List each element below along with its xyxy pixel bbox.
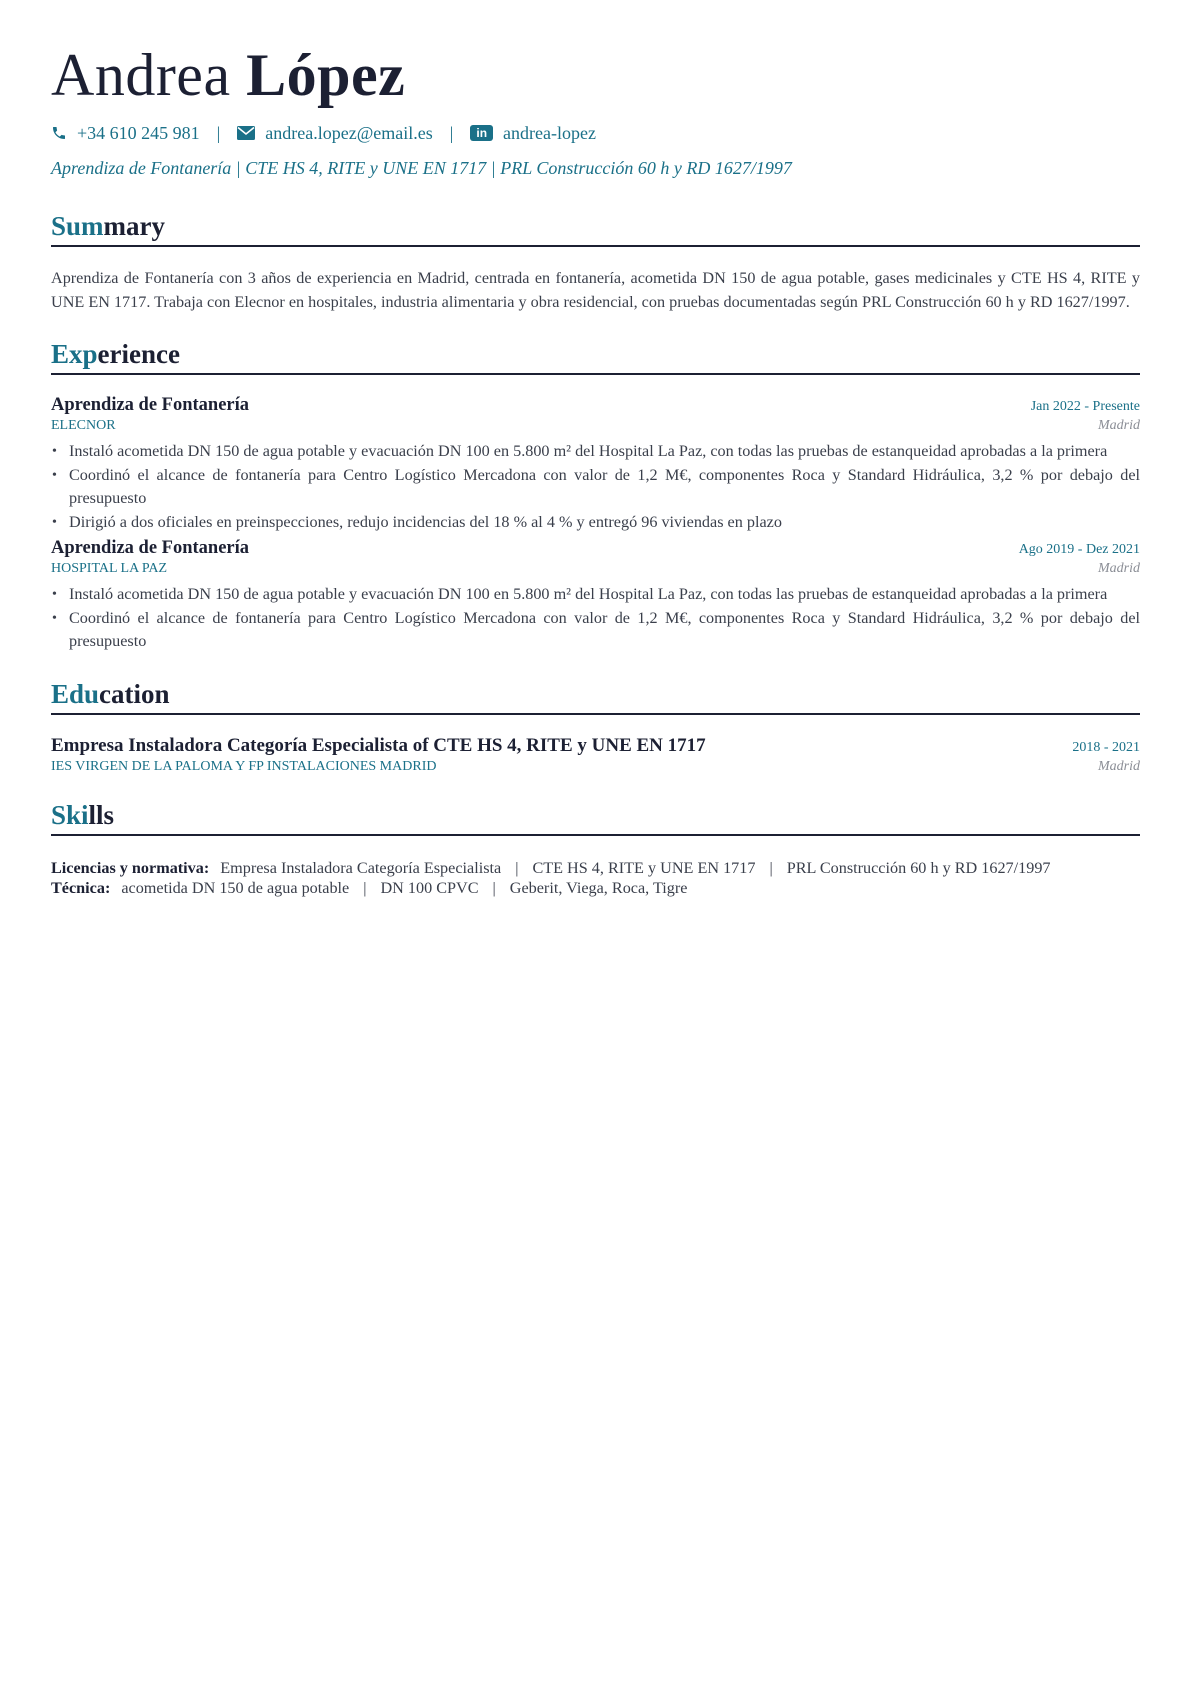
linkedin-handle: andrea-lopez xyxy=(503,122,596,143)
job-title: Aprendiza de Fontanería xyxy=(51,395,250,415)
skill-separator: | xyxy=(769,858,773,877)
headline-tagline: Aprendiza de Fontanería | CTE HS 4, RITE y UNE EN 1717 | PRL Construcción 60 h y RD 1627/1997 xyxy=(51,158,792,178)
section-title-accent: Exp xyxy=(51,339,98,369)
skill-item: CTE HS 4, RITE y UNE EN 1717 xyxy=(532,858,756,877)
contact-separator: | xyxy=(216,122,221,143)
skill-separator: | xyxy=(492,878,496,897)
education-entry xyxy=(51,735,1140,775)
email-address: andrea.lopez@email.es xyxy=(265,122,433,143)
job-location: Madrid xyxy=(1098,418,1140,433)
achievement-item: • Coordinó el alcance de fontanería para Centro Logístico Mercadona con valor de 1,2 M€, componentes Roca y Standard Hidráulica, 3,2 % por debajo del presupuesto xyxy=(51,464,1140,511)
skill-row xyxy=(51,858,1140,878)
section-title-rest: erience xyxy=(97,339,180,369)
phone-contact[interactable] xyxy=(51,123,200,144)
education-location: Madrid xyxy=(1098,758,1140,774)
job-dates: Jan 2022 - Presente xyxy=(1030,399,1140,414)
section-title-accent: Edu xyxy=(51,678,100,709)
section-title-summary xyxy=(51,210,1140,247)
institution: IES VIRGEN DE LA PALOMA Y FP INSTALACIONES MADRID xyxy=(51,758,437,774)
skill-item: acometida DN 150 de agua potable xyxy=(121,878,350,897)
section-title-skills xyxy=(51,799,1140,836)
skills-block xyxy=(51,858,1140,898)
skill-row xyxy=(51,878,1140,898)
skill-separator: | xyxy=(363,878,367,897)
skill-item: Geberit, Viega, Roca, Tigre xyxy=(509,878,688,897)
section-title-accent: Ski xyxy=(51,799,89,830)
envelope-icon xyxy=(237,126,255,140)
experience-entry xyxy=(51,538,1140,654)
achievement-list xyxy=(51,440,1140,534)
education-dates: 2018 - 2021 xyxy=(1072,739,1140,755)
section-title-rest: cation xyxy=(99,678,170,709)
employer: HOSPITAL LA PAZ xyxy=(51,561,168,576)
section-title-rest: lls xyxy=(88,799,115,830)
job-location: Madrid xyxy=(1098,561,1140,576)
skill-item: DN 100 CPVC xyxy=(380,878,479,897)
experience-entry xyxy=(51,395,1140,534)
last-name: López xyxy=(246,42,406,108)
first-name: Andrea xyxy=(51,42,231,108)
skill-item: PRL Construcción 60 h y RD 1627/1997 xyxy=(786,858,1051,877)
contact-separator: | xyxy=(449,122,454,143)
section-title-experience xyxy=(51,338,1140,375)
achievement-list xyxy=(51,583,1140,654)
achievement-item: • Coordinó el alcance de fontanería para Centro Logístico Mercadona con valor de 1,2 M€, componentes Roca y Standard Hidráulica, 3,2 % por debajo del presupuesto xyxy=(51,607,1140,654)
skill-separator: | xyxy=(515,858,519,877)
degree-title: Empresa Instaladora Categoría Especialista of CTE HS 4, RITE y UNE EN 1717 xyxy=(51,734,706,756)
linkedin-icon: in xyxy=(470,125,493,141)
contact-line xyxy=(51,120,1140,146)
section-title-rest: mary xyxy=(103,211,166,241)
summary-text: Aprendiza de Fontanería con 3 años de experiencia en Madrid, centrada en fontanería, acometida DN 150 de agua potable, gases medicinales y CTE HS 4, RITE y UNE EN 1717. Trabaja con Elecnor en hospitales, industria alimentaria y obra residencial, con pruebas documentadas según PRL Construcción 60 h y RD 1627/1997. xyxy=(51,269,1140,311)
phone-number: +34 610 245 981 xyxy=(77,122,200,143)
achievement-item: • Dirigió a dos oficiales en preinspecciones, redujo incidencias del 18 % al 4 % y entregó 96 viviendas en plazo xyxy=(51,511,1140,535)
employer: ELECNOR xyxy=(51,418,116,433)
achievement-item: • Instaló acometida DN 150 de agua potable y evacuación DN 100 en 5.800 m² del Hospital La Paz, con todas las pruebas de estanqueidad aprobadas a la primera xyxy=(51,583,1140,607)
section-title-education xyxy=(51,678,1140,715)
skill-category-label: Técnica: xyxy=(51,878,111,897)
achievement-item: • Instaló acometida DN 150 de agua potable y evacuación DN 100 en 5.800 m² del Hospital La Paz, con todas las pruebas de estanqueidad aprobadas a la primera xyxy=(51,440,1140,464)
skill-category-label: Licencias y normativa: xyxy=(51,858,210,877)
section-title-accent: Sum xyxy=(51,211,104,241)
candidate-name xyxy=(51,38,1140,112)
skill-item: Empresa Instaladora Categoría Especialista xyxy=(220,858,502,877)
email-contact[interactable] xyxy=(237,123,433,144)
linkedin-contact[interactable] xyxy=(470,123,596,144)
job-dates: Ago 2019 - Dez 2021 xyxy=(1018,542,1140,557)
job-title: Aprendiza de Fontanería xyxy=(51,538,250,558)
phone-icon xyxy=(51,125,67,141)
